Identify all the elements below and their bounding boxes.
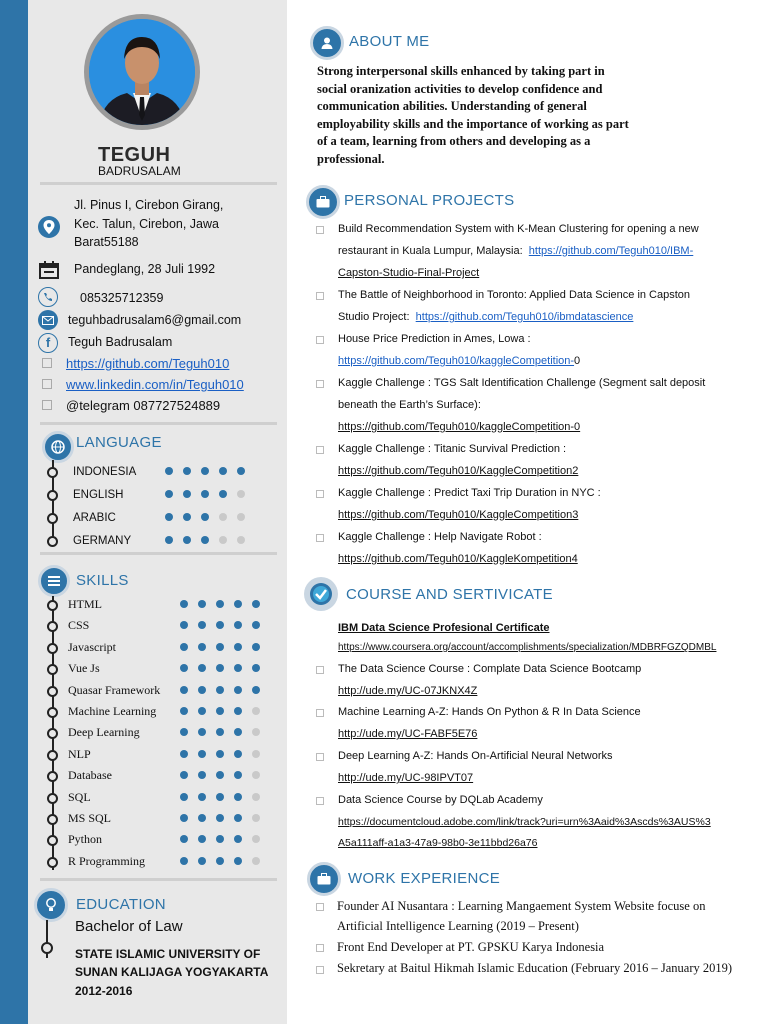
skill-knot (47, 857, 58, 868)
bullet-icon (316, 446, 324, 454)
skill-knot (47, 728, 58, 739)
rating-dot-filled (252, 643, 260, 651)
project-7-link[interactable]: https://github.com/Teguh010/KaggleKompetition4 (338, 553, 578, 565)
rating-dot-empty (219, 536, 227, 544)
rating-dot-empty (237, 490, 245, 498)
course-2-title: The Data Science Course : Complate Data Science Bootcamp (338, 663, 642, 675)
skill-name: CSS (68, 618, 90, 632)
skill-rating (180, 621, 260, 629)
education-years: 2012-2016 (75, 984, 133, 998)
language-name: ARABIC (73, 512, 116, 524)
telegram-handle[interactable]: @telegram 087727524889 (66, 398, 221, 413)
rating-dot-filled (237, 467, 245, 475)
rating-dot-filled (198, 793, 206, 801)
rating-dot-filled (234, 857, 242, 865)
rating-dot-filled (198, 750, 206, 758)
skill-rating (180, 814, 260, 822)
project-3-link[interactable]: https://github.com/Teguh010/kaggleCompetition- (338, 355, 575, 367)
skills-title: SKILLS (76, 572, 129, 589)
rating-dot-filled (216, 835, 224, 843)
language-title: LANGUAGE (76, 434, 162, 451)
rating-dot-empty (252, 814, 260, 822)
skill-knot (47, 600, 58, 611)
bullet-icon (316, 336, 324, 344)
course-3-title: Machine Learning A-Z: Hands On Python & R In Data Science (338, 706, 641, 718)
phone-icon (38, 287, 58, 307)
skill-knot (47, 707, 58, 718)
course-1-title: IBM Data Science Profesional Certificate (338, 622, 550, 634)
courses-title: COURSE AND SERTIVICATE (346, 586, 553, 603)
bullet-icon (316, 534, 324, 542)
project-1-line-1: Build Recommendation System with K-Mean Clustering for opening a new (338, 223, 699, 235)
skill-knot (47, 643, 58, 654)
work-1-line-1: Founder AI Nusantara : Learning Mangaement System Website focuse on (337, 899, 706, 913)
skill-name: Python (68, 832, 103, 846)
rating-dot-filled (201, 467, 209, 475)
skill-rating (180, 643, 260, 651)
rating-dot-filled (198, 664, 206, 672)
skill-knot (47, 814, 58, 825)
rating-dot-filled (198, 621, 206, 629)
project-3-link-tail: 0 (574, 355, 581, 367)
rating-dot-filled (180, 686, 188, 694)
rating-dot-filled (183, 513, 191, 521)
skill-name: MS SQL (68, 811, 112, 825)
work-3: Sekretary at Baitul Hikmah Islamic Education (February 2016 – January 2019) (337, 961, 733, 975)
email-address[interactable]: teguhbadrusalam6@gmail.com (68, 313, 242, 327)
rating-dot-filled (198, 857, 206, 865)
rating-dot-empty (219, 513, 227, 521)
rating-dot-empty (252, 728, 260, 736)
address-line-1: Jl. Pinus I, Cirebon Girang, (74, 198, 224, 212)
address-line-2: Kec. Talun, Cirebon, Jawa (74, 217, 219, 231)
project-4-link[interactable]: https://github.com/Teguh010/kaggleCompetition-0 (338, 421, 581, 433)
rating-dot-filled (219, 467, 227, 475)
rating-dot-filled (234, 728, 242, 736)
rating-dot-filled (180, 728, 188, 736)
skill-knot (47, 750, 58, 761)
rating-dot-filled (216, 814, 224, 822)
briefcase-icon (306, 185, 340, 219)
rating-dot-filled (219, 490, 227, 498)
skill-name: Vue Js (68, 661, 100, 675)
rating-dot-filled (180, 835, 188, 843)
language-knot (47, 513, 58, 524)
rating-dot-filled (234, 750, 242, 758)
bullet-icon (316, 966, 324, 974)
rating-dot-filled (180, 750, 188, 758)
course-5-link-cont[interactable]: A5a111aff-a1a3-47a9-98b0-3e11bbd26a76 (338, 837, 538, 849)
skill-knot (47, 835, 58, 846)
skill-knot (47, 771, 58, 782)
project-5-line-1: Kaggle Challenge : Titanic Survival Prediction : (338, 443, 567, 455)
rating-dot-filled (234, 707, 242, 715)
rating-dot-filled (234, 664, 242, 672)
github-link[interactable]: https://github.com/Teguh010 (66, 356, 230, 371)
rating-dot-empty (237, 536, 245, 544)
about-title: ABOUT ME (349, 33, 430, 50)
skill-knot (47, 793, 58, 804)
rating-dot-filled (165, 467, 173, 475)
rating-dot-filled (216, 728, 224, 736)
bullet-icon (316, 380, 324, 388)
language-name: INDONESIA (73, 466, 137, 478)
rating-dot-filled (198, 728, 206, 736)
project-2-line-2 (338, 306, 633, 328)
about-line: social oranization activities to develop confidence and (317, 81, 603, 96)
rating-dot-filled (216, 750, 224, 758)
left-accent-stripe (0, 0, 28, 1024)
rating-dot-filled (201, 536, 209, 544)
rating-dot-filled (180, 707, 188, 715)
bullet-icon (316, 903, 324, 911)
education-title: EDUCATION (76, 896, 166, 913)
about-line: Strong interpersonal skills enhanced by taking part in (317, 64, 605, 78)
course-2-link[interactable]: http://ude.my/UC-07JKNX4Z (338, 685, 478, 697)
rating-dot-filled (180, 793, 188, 801)
projects-title: PERSONAL PROJECTS (344, 192, 515, 209)
email-icon (38, 310, 58, 330)
rating-dot-filled (180, 600, 188, 608)
rating-dot-empty (252, 707, 260, 715)
checkmark-badge-icon (304, 577, 338, 611)
bullet-icon (316, 709, 324, 717)
about-line: communication abilities. Understanding of general (317, 99, 587, 114)
rating-dot-filled (216, 857, 224, 865)
rating-dot-filled (180, 771, 188, 779)
project-2-link[interactable]: https://github.com/Teguh010/ibmdatascience (415, 311, 634, 323)
education-school-line-1: STATE ISLAMIC UNIVERSITY OF (75, 947, 261, 961)
rating-dot-filled (216, 707, 224, 715)
rating-dot-filled (234, 793, 242, 801)
rating-dot-filled (234, 643, 242, 651)
bullet-icon (316, 666, 324, 674)
bullet-icon (316, 944, 324, 952)
divider (40, 878, 277, 881)
about-line: professional. (317, 151, 385, 166)
rating-dot-empty (252, 750, 260, 758)
linkedin-link[interactable]: www.linkedin.com/in/Teguh010 (66, 377, 244, 392)
project-6-link[interactable]: https://github.com/Teguh010/KaggleCompetition3 (338, 509, 579, 521)
avatar-portrait-icon (89, 19, 195, 125)
skills-list-icon (38, 565, 70, 597)
rating-dot-filled (252, 600, 260, 608)
language-knot (47, 536, 58, 547)
project-2-text: Studio Project: (338, 311, 410, 323)
skill-name: Deep Learning (68, 725, 140, 739)
rating-dot-filled (198, 835, 206, 843)
rating-dot-filled (180, 664, 188, 672)
language-globe-icon (42, 431, 74, 463)
rating-dot-filled (198, 707, 206, 715)
bullet-icon (316, 753, 324, 761)
language-rating (165, 467, 245, 475)
rating-dot-filled (252, 621, 260, 629)
skill-rating (180, 686, 260, 694)
skill-knot (47, 621, 58, 632)
rating-dot-empty (252, 771, 260, 779)
rating-dot-filled (216, 600, 224, 608)
location-pin-icon (38, 216, 60, 238)
language-knot (47, 490, 58, 501)
rating-dot-filled (198, 600, 206, 608)
skill-name: HTML (68, 597, 102, 611)
rating-dot-filled (183, 536, 191, 544)
rating-dot-filled (198, 814, 206, 822)
project-1-link-cont[interactable]: Capston-Studio-Final-Project (338, 267, 480, 279)
skill-name: NLP (68, 747, 91, 761)
briefcase-icon (307, 862, 341, 896)
course-5-title: Data Science Course by DQLab Academy (338, 794, 543, 806)
project-3-line-1: House Price Prediction in Ames, Lowa : (338, 333, 531, 345)
language-rating (165, 490, 245, 498)
work-1-line-2: Artificial Intelligence Learning (2019 – Present) (337, 919, 579, 933)
github-icon (42, 358, 52, 368)
last-name: BADRUSALAM (98, 164, 181, 178)
project-1-text: restaurant in Kuala Lumpur, Malaysia: (338, 245, 523, 257)
divider (40, 552, 277, 555)
about-text (317, 63, 629, 169)
bullet-icon (316, 226, 324, 234)
skill-rating (180, 771, 260, 779)
project-2-line-1: The Battle of Neighborhood in Toronto: Applied Data Science in Capston (338, 289, 691, 301)
rating-dot-filled (234, 771, 242, 779)
rating-dot-filled (201, 513, 209, 521)
about-line: of a team, learning from others and developing as a (317, 134, 591, 149)
course-3-link[interactable]: http://ude.my/UC-FABF5E76 (338, 728, 478, 740)
work-title: WORK EXPERIENCE (348, 870, 501, 887)
rating-dot-filled (180, 857, 188, 865)
telegram-icon (42, 400, 52, 410)
language-rating (165, 536, 245, 544)
rating-dot-empty (252, 793, 260, 801)
skill-rating (180, 835, 260, 843)
bullet-icon (316, 292, 324, 300)
rating-dot-filled (180, 814, 188, 822)
course-5-link[interactable]: https://documentcloud.adobe.com/link/track?uri=urn%3Aaid%3Ascds%3AUS%3 (338, 816, 711, 828)
rating-dot-empty (252, 835, 260, 843)
divider (40, 422, 277, 425)
phone-number: 085325712359 (80, 291, 164, 305)
rating-dot-filled (234, 686, 242, 694)
avatar (89, 19, 195, 125)
skill-name: Machine Learning (68, 704, 157, 718)
course-1-link[interactable]: https://www.coursera.org/account/accomplishments/specialization/MDBRFGZQDMBL (338, 642, 717, 653)
skill-name: Database (68, 768, 112, 782)
rating-dot-filled (216, 621, 224, 629)
rating-dot-filled (234, 621, 242, 629)
rating-dot-filled (180, 621, 188, 629)
rating-dot-filled (165, 536, 173, 544)
skill-rating (180, 793, 260, 801)
skill-name: Javascript (68, 640, 116, 654)
linkedin-icon (42, 379, 52, 389)
divider (40, 182, 277, 185)
rating-dot-filled (252, 686, 260, 694)
rating-dot-filled (198, 643, 206, 651)
rating-dot-filled (216, 664, 224, 672)
rating-dot-filled (216, 686, 224, 694)
project-5-link[interactable]: https://github.com/Teguh010/KaggleCompetition2 (338, 465, 579, 477)
skill-name: SQL (68, 790, 91, 804)
skill-rating (180, 664, 260, 672)
project-1-line-2 (338, 240, 693, 262)
language-name: ENGLISH (73, 489, 124, 501)
rating-dot-filled (183, 490, 191, 498)
lightbulb-icon (34, 888, 68, 922)
facebook-icon: f (38, 333, 58, 353)
course-4-title: Deep Learning A-Z: Hands On-Artificial Neural Networks (338, 750, 613, 762)
work-2: Front End Developer at PT. GPSKU Karya Indonesia (337, 940, 605, 954)
skill-rating (180, 750, 260, 758)
rating-dot-filled (234, 835, 242, 843)
rating-dot-filled (198, 771, 206, 779)
language-rating (165, 513, 245, 521)
skill-rating (180, 600, 260, 608)
project-4-line-1: Kaggle Challenge : TGS Salt Identification Challenge (Segment salt deposit (338, 377, 706, 389)
calendar-icon (39, 261, 59, 284)
skill-knot (47, 686, 58, 697)
language-knot (47, 467, 58, 478)
bullet-icon (316, 490, 324, 498)
rating-dot-filled (165, 490, 173, 498)
language-name: GERMANY (73, 535, 132, 547)
rating-dot-filled (252, 664, 260, 672)
address-line-3: Barat55188 (74, 235, 139, 249)
skill-rating (180, 728, 260, 736)
rating-dot-filled (234, 814, 242, 822)
rating-dot-filled (198, 686, 206, 694)
about-line: employability skills and the importance of working as part (317, 116, 629, 131)
course-4-link[interactable]: http://ude.my/UC-98IPVT07 (338, 772, 474, 784)
birth-date: Pandeglang, 28 Juli 1992 (74, 262, 216, 276)
rating-dot-filled (216, 643, 224, 651)
skill-name: Quasar Framework (68, 683, 161, 697)
rating-dot-filled (216, 771, 224, 779)
skill-name: R Programming (68, 854, 145, 868)
rating-dot-filled (234, 600, 242, 608)
project-4-line-2: beneath the Earth’s Surface): (338, 399, 481, 411)
rating-dot-filled (183, 467, 191, 475)
rating-dot-filled (201, 490, 209, 498)
rating-dot-empty (252, 857, 260, 865)
rating-dot-empty (237, 513, 245, 521)
rating-dot-filled (165, 513, 173, 521)
facebook-name[interactable]: Teguh Badrusalam (68, 335, 173, 349)
project-3-line-2 (338, 350, 580, 372)
project-7-line-1: Kaggle Challenge : Help Navigate Robot : (338, 531, 542, 543)
bullet-icon (316, 797, 324, 805)
user-icon (310, 26, 344, 60)
project-1-link[interactable]: https://github.com/Teguh010/IBM- (528, 245, 694, 257)
first-name: TEGUH (98, 144, 171, 166)
skill-rating (180, 857, 260, 865)
rating-dot-filled (180, 643, 188, 651)
rating-dot-filled (216, 793, 224, 801)
education-knot (41, 942, 53, 954)
education-school-line-2: SUNAN KALIJAGA YOGYAKARTA (75, 965, 269, 979)
education-degree: Bachelor of Law (75, 918, 183, 935)
skill-rating (180, 707, 260, 715)
project-6-line-1: Kaggle Challenge : Predict Taxi Trip Duration in NYC : (338, 487, 601, 499)
skill-knot (47, 664, 58, 675)
